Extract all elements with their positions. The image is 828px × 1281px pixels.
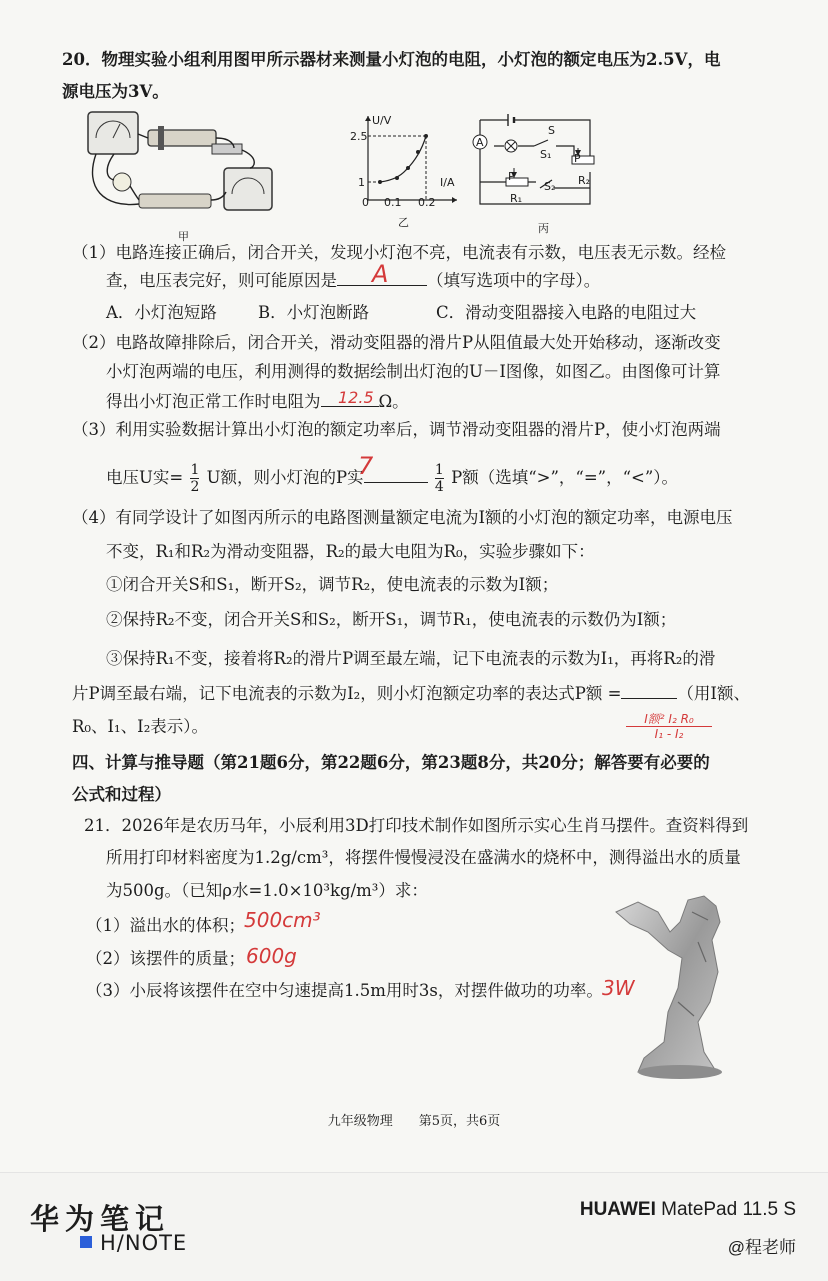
- data-point: [416, 150, 420, 154]
- q21-line-2: 所用打印材料密度为1.2g/cm³，将摆件慢慢浸没在盛满水的烧杯中，测得溢出水的质量: [106, 848, 741, 867]
- figure-yi-graph: [342, 112, 462, 212]
- answer-4-handwritten: I额² I₂ R₀ I₁ - I₂: [626, 712, 712, 741]
- answer-3-handwritten: 7: [358, 452, 374, 480]
- q20-p3-line-b: 电压U实= $\frac{1}{2}$ U额，则小灯泡的P实 $\frac{1}{4}$ P额（选填“>”，“=”，“<”）。: [106, 462, 679, 495]
- q20-p1-line-b: 查，电压表完好，则可能原因是 （填写选项中的字母）。: [106, 271, 601, 290]
- circuit-label-s2: S₂: [544, 180, 556, 193]
- fraction-one-half: $\frac{1}{2}$: [190, 462, 200, 495]
- q21-line-1: 21．2026年是农历马年，小辰利用3D打印技术制作如图所示实心生肖马摆件。查资料得到: [84, 816, 749, 835]
- horse-figurine-image: [608, 892, 738, 1082]
- section-4-heading-2: 公式和过程）: [72, 785, 171, 804]
- graph-y-tick-2-5: 2.5: [350, 130, 368, 143]
- q20-p1-line-a: （1）电路连接正确后，闭合开关，发现小灯泡不亮，电流表有示数，电压表无示数。经检: [72, 243, 726, 262]
- circuit-label-s1: S₁: [540, 148, 552, 161]
- data-point: [406, 166, 410, 170]
- q20-p4-step-2: ②保持R₂不变，闭合开关S和S₂，断开S₁，调节R₁，使电流表的示数仍为I额；: [106, 610, 677, 629]
- figure-jia-apparatus: [84, 108, 284, 226]
- page-footer: 九年级物理 第5页，共6页: [327, 1114, 501, 1129]
- device-footer: [0, 1172, 828, 1281]
- graph-x-tick-0: 0: [362, 196, 369, 209]
- data-point: [378, 180, 382, 184]
- switch-icon: [212, 144, 242, 154]
- graph-x-tick-0-2: 0.2: [418, 196, 436, 209]
- figure-yi-label: 乙: [398, 216, 409, 229]
- circuit-label-p-top: P: [574, 152, 581, 165]
- rheostat-bottom-icon: [139, 194, 211, 208]
- answer-21-2-handwritten: 600g: [246, 944, 297, 968]
- graph-ylabel: U/V: [372, 114, 392, 127]
- figure-bing-label: 丙: [538, 222, 549, 235]
- circuit-label-s: S: [548, 124, 555, 137]
- answer-2-handwritten: 12.5: [338, 388, 374, 407]
- graph-y-tick-1: 1: [358, 176, 365, 189]
- data-point: [395, 176, 399, 180]
- q20-intro-2: 源电压为3V。: [62, 82, 169, 101]
- brand-chinese: 华为笔记: [30, 1202, 171, 1236]
- circuit-label-p-bottom: P: [508, 170, 515, 183]
- option-c: C．滑动变阻器接入电路的电阻过大: [436, 303, 697, 322]
- q20-intro-1: 20．物理实验小组利用图甲所示器材来测量小灯泡的电阻，小灯泡的额定电压为2.5V，电: [62, 50, 721, 69]
- q20-p4-step-5: R₀、I₁、I₂表示）。: [72, 717, 209, 736]
- circuit-label-r2: R₂: [578, 174, 591, 187]
- q20-p3-line-a: （3）利用实验数据计算出小灯泡的额定功率后，调节滑动变阻器的滑片P，使小灯泡两端: [72, 420, 721, 439]
- q20-p4-step-3: ③保持R₁不变，接着将R₂的滑片P调至最左端，记下电流表的示数为I₁，再将R₂的滑: [106, 649, 716, 668]
- brand-english: H/NOTE: [100, 1231, 188, 1255]
- q20-p4-step-1: ①闭合开关S和S₁，断开S₂，调节R₂，使电流表的示数为I额；: [106, 575, 559, 594]
- circuit-label-r1: R₁: [510, 192, 523, 205]
- answer-21-1-handwritten: 500cm³: [244, 908, 321, 932]
- watermark: @程老师: [727, 1238, 796, 1257]
- fraction-one-quarter: $\frac{1}{4}$: [434, 462, 444, 495]
- figure-jia-label: 甲: [178, 230, 189, 243]
- graph-xlabel: I/A: [440, 176, 455, 189]
- bulb-icon: [113, 173, 131, 191]
- option-a: A．小灯泡短路: [106, 303, 217, 322]
- answer-1-handwritten: A: [372, 260, 389, 288]
- q20-p2-line-a: （2）电路故障排除后，闭合开关，滑动变阻器的滑片P从阻值最大处开始移动，逐渐改变: [72, 333, 721, 352]
- q20-p4-line-b: 不变，R₁和R₂为滑动变阻器，R₂的最大电阻为R₀，实验步骤如下：: [106, 542, 595, 561]
- option-b: B．小灯泡断路: [258, 303, 370, 322]
- ammeter-icon: [224, 168, 272, 210]
- q20-p4-line-a: （4）有同学设计了如图丙所示的电路图测量额定电流为I额的小灯泡的额定功率，电源电压: [72, 508, 733, 527]
- q21-sub-1: （1）溢出水的体积；: [86, 916, 245, 935]
- device-model: HUAWEI MatePad 11.5 S: [579, 1199, 796, 1220]
- q20-p4-step-4: 片P调至最右端，记下电流表的示数为I₂，则小灯泡额定功率的表达式P额 = （用I额、: [72, 684, 750, 703]
- q21-line-3: 为500g。（已知ρ水=1.0×10³kg/m³）求：: [106, 881, 428, 900]
- answer-21-3-handwritten: 3W: [602, 976, 635, 1000]
- circuit-label-a: A: [476, 136, 484, 149]
- data-point: [424, 134, 428, 138]
- u-i-curve: [380, 136, 426, 182]
- q20-p2-line-b: 小灯泡两端的电压，利用测得的数据绘制出灯泡的U－I图像，如图乙。由图像可计算: [106, 362, 721, 381]
- huawei-note-logo-icon: [80, 1236, 92, 1248]
- q21-sub-3: （3）小辰将该摆件在空中匀速提高1.5m用时3s，对摆件做功的功率。: [86, 981, 603, 1000]
- q20-p2-line-c: 得出小灯泡正常工作时电阻为 Ω。: [106, 392, 409, 411]
- section-4-heading-1: 四、计算与推导题（第21题6分，第22题6分，第23题8分，共20分；解答要有必要的: [72, 753, 710, 772]
- q21-sub-2: （2）该摆件的质量；: [86, 949, 245, 968]
- voltmeter-icon: [88, 112, 138, 154]
- graph-x-tick-0-1: 0.1: [384, 196, 402, 209]
